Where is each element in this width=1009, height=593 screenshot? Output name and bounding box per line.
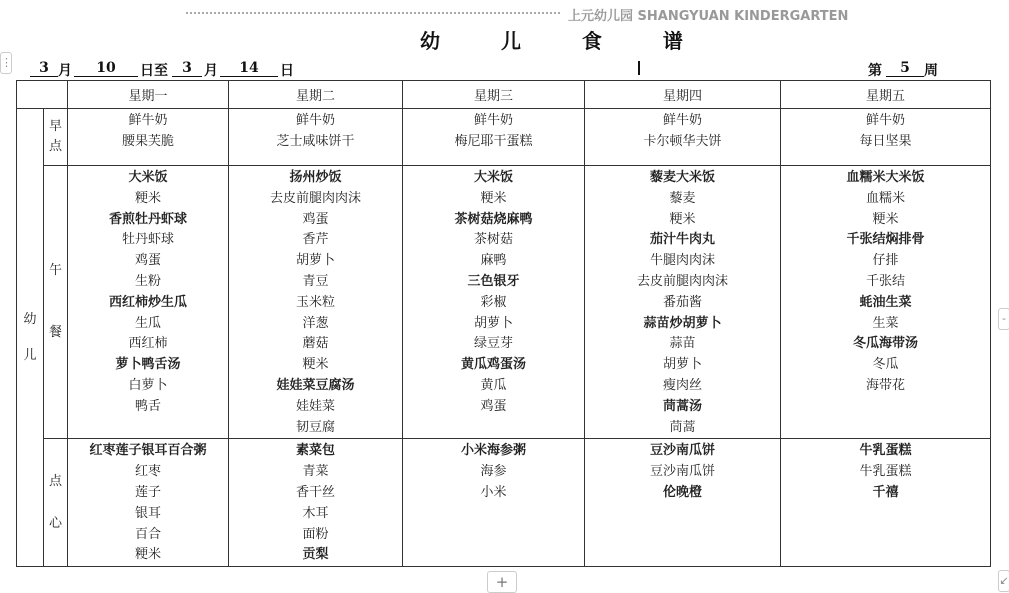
dish-name: 娃娃菜豆腐汤 xyxy=(276,377,355,393)
ingredient: 牛乳蛋糕 xyxy=(859,464,912,480)
ingredient: 洋葱 xyxy=(302,315,329,331)
school-header: 上元幼儿园 SHANGYUAN KINDERGARTEN xyxy=(568,9,849,24)
ingredient: 粳米 xyxy=(134,547,161,563)
meal-label-lunch xyxy=(44,166,68,439)
dish-name: 蚝油生菜 xyxy=(859,294,912,310)
menu-cell[interactable] xyxy=(585,109,781,166)
ingredient: 茼蒿 xyxy=(669,419,696,435)
ingredient: 黄瓜 xyxy=(480,377,507,393)
month-label: 月 xyxy=(204,63,218,79)
dish-name: 冬瓜海带汤 xyxy=(852,336,918,352)
menu-cell[interactable] xyxy=(229,109,403,166)
ingredient: 腰果芙脆 xyxy=(121,133,174,149)
ingredient: 香芹 xyxy=(302,232,329,248)
dish-name: 茄汁牛肉丸 xyxy=(649,232,715,248)
ingredient: 西红柿 xyxy=(128,336,168,352)
week-suffix: 周 xyxy=(924,63,938,79)
dish-name: 红枣莲子银耳百合粥 xyxy=(89,443,207,459)
ingredient: 百合 xyxy=(134,526,161,542)
ingredient: 芝士咸味饼干 xyxy=(276,133,355,149)
header-row xyxy=(17,81,991,109)
ingredient: 茶树菇 xyxy=(473,232,513,248)
ingredient: 莲子 xyxy=(134,484,161,500)
ingredient: 鸡蛋 xyxy=(134,253,161,269)
ingredient: 粳米 xyxy=(480,190,507,206)
ingredient: 海参 xyxy=(480,464,507,480)
ingredient: 鸡蛋 xyxy=(480,398,507,414)
menu-cell[interactable] xyxy=(585,439,781,567)
ingredient: 仔排 xyxy=(872,253,899,269)
ingredient: 豆沙南瓜饼 xyxy=(649,464,715,480)
dish-name: 黄瓜鸡蛋汤 xyxy=(460,357,526,373)
start-month[interactable]: 3 xyxy=(30,60,58,77)
day-header: 星期三 xyxy=(403,81,585,109)
ingredient: 卡尔顿华夫饼 xyxy=(643,133,722,149)
dish-name: 小米海参粥 xyxy=(460,443,526,459)
dish-name: 藜麦大米饭 xyxy=(649,170,715,185)
ingredient: 胡萝卜 xyxy=(662,357,702,373)
menu-cell[interactable] xyxy=(68,439,229,567)
meal-label-char: 点 xyxy=(48,473,62,489)
dish-name: 大米饭 xyxy=(473,170,513,185)
menu-cell[interactable] xyxy=(781,109,991,166)
ingredient: 冬瓜 xyxy=(872,357,899,373)
ingredient: 生菜 xyxy=(872,315,899,331)
menu-cell[interactable] xyxy=(403,109,585,166)
menu-cell[interactable] xyxy=(229,439,403,567)
ingredient: 粳米 xyxy=(302,357,329,373)
ingredient: 粳米 xyxy=(134,190,161,206)
ingredient: 鲜牛奶 xyxy=(662,113,702,128)
ingredient: 千张结 xyxy=(865,273,905,289)
group-label-char: 幼 xyxy=(23,311,37,327)
dish-name: 蒜苗炒胡萝卜 xyxy=(643,315,722,331)
ingredient: 红枣 xyxy=(134,464,161,480)
dish-name: 素菜包 xyxy=(295,443,335,459)
day-header: 星期二 xyxy=(229,81,403,109)
week-prefix: 第 xyxy=(868,63,882,79)
ingredient: 粳米 xyxy=(669,211,696,227)
menu-cell[interactable] xyxy=(68,166,229,439)
day-header: 星期五 xyxy=(781,81,991,109)
meal-label-breakfast xyxy=(44,109,68,166)
ingredient: 银耳 xyxy=(134,505,161,521)
meal-label-char: 点 xyxy=(48,139,62,154)
ingredient: 娃娃菜 xyxy=(295,398,335,414)
dish-name: 千张结焖排骨 xyxy=(846,232,925,248)
ingredient: 鲜牛奶 xyxy=(473,113,513,128)
ingredient: 生瓜 xyxy=(134,315,161,331)
meal-label-char: 餐 xyxy=(48,325,62,341)
ingredient: 胡萝卜 xyxy=(295,253,335,269)
group-label xyxy=(17,109,44,567)
lunch-row xyxy=(17,166,991,439)
ingredient: 青菜 xyxy=(302,464,329,480)
meal-label-snack xyxy=(44,439,68,567)
ingredient: 玉米粒 xyxy=(295,294,335,310)
ingredient: 白萝卜 xyxy=(128,377,168,393)
ingredient: 蘑菇 xyxy=(302,336,329,352)
dish-name: 萝卜鸭舌汤 xyxy=(115,357,181,373)
menu-cell[interactable] xyxy=(403,439,585,567)
dish-name: 三色银牙 xyxy=(467,273,520,289)
dish-name: 牛乳蛋糕 xyxy=(859,443,912,459)
ingredient: 胡萝卜 xyxy=(473,315,513,331)
ingredient: 番茄酱 xyxy=(662,294,702,310)
ingredient: 鸡蛋 xyxy=(302,211,329,227)
group-label-char: 儿 xyxy=(23,347,37,363)
ingredient: 青豆 xyxy=(302,273,329,289)
ingredient: 鲜牛奶 xyxy=(128,113,168,128)
ingredient: 牡丹虾球 xyxy=(121,232,174,248)
end-day[interactable]: 14 xyxy=(220,60,278,77)
ingredient: 绿豆芽 xyxy=(473,336,513,352)
dish-name: 西红柿炒生瓜 xyxy=(108,294,187,310)
dish-name: 豆沙南瓜饼 xyxy=(649,443,715,459)
day-header: 星期一 xyxy=(68,81,229,109)
dish-name: 伦晚橙 xyxy=(662,484,702,500)
corner-cell xyxy=(17,81,68,109)
date-range xyxy=(16,58,990,80)
dish-name: 香煎牡丹虾球 xyxy=(108,211,187,227)
meal-label-char: 早 xyxy=(48,119,62,134)
dish-name: 血糯米大米饭 xyxy=(846,170,925,185)
ingredient: 藜麦 xyxy=(669,190,696,206)
ingredient: 瘦肉丝 xyxy=(662,377,702,393)
right-edge-handle[interactable]: - xyxy=(998,308,1009,330)
snack-row xyxy=(17,439,991,567)
ingredient: 面粉 xyxy=(302,526,329,542)
ingredient: 鲜牛奶 xyxy=(295,113,335,128)
week-number[interactable]: 5 xyxy=(886,60,924,77)
ingredient: 血糯米 xyxy=(865,190,905,206)
ingredient: 彩椒 xyxy=(480,294,507,310)
page-title: 幼 儿 食 谱 xyxy=(420,29,710,53)
ingredient: 牛腿肉肉沫 xyxy=(649,253,715,269)
dish-name: 扬州炒饭 xyxy=(289,170,342,185)
ingredient: 韧豆腐 xyxy=(295,419,335,435)
corner-handle[interactable]: ↙ xyxy=(998,570,1009,592)
ingredient: 木耳 xyxy=(302,505,329,521)
ingredient: 去皮前腿肉肉沫 xyxy=(269,190,361,206)
ingredient: 海带花 xyxy=(865,377,905,393)
month-label: 月 xyxy=(58,63,72,79)
menu-table xyxy=(16,80,991,567)
meal-label-char: 心 xyxy=(48,515,62,531)
menu-cell[interactable] xyxy=(229,166,403,439)
ingredient: 去皮前腿肉肉沫 xyxy=(636,273,728,289)
ingredient: 小米 xyxy=(480,484,507,500)
header-divider xyxy=(186,12,560,14)
ingredient: 鸭舌 xyxy=(134,398,161,414)
ingredient: 鲜牛奶 xyxy=(865,113,905,128)
dish-name: 贡梨 xyxy=(302,547,329,563)
menu-cell[interactable] xyxy=(403,166,585,439)
menu-cell[interactable] xyxy=(585,166,781,439)
ingredient: 每日坚果 xyxy=(859,133,912,149)
end-month[interactable]: 3 xyxy=(172,60,202,77)
to-label: 日至 xyxy=(140,63,168,79)
ingredient: 粳米 xyxy=(872,211,899,227)
menu-cell[interactable] xyxy=(781,439,991,567)
dish-name: 大米饭 xyxy=(128,170,168,185)
ingredient: 蒜苗 xyxy=(669,336,696,352)
dish-name: 千禧 xyxy=(872,484,899,500)
menu-cell[interactable] xyxy=(68,109,229,166)
start-day[interactable]: 10 xyxy=(74,60,138,77)
menu-cell[interactable] xyxy=(781,166,991,439)
ingredient: 麻鸭 xyxy=(480,253,507,269)
meal-label-char: 午 xyxy=(48,263,62,279)
dish-name: 茼蒿汤 xyxy=(662,398,702,414)
day-label: 日 xyxy=(280,63,294,79)
ingredient: 生粉 xyxy=(134,273,161,289)
ingredient: 梅尼耶干蛋糕 xyxy=(454,133,533,149)
text-cursor xyxy=(638,61,640,75)
day-header: 星期四 xyxy=(585,81,781,109)
left-edge-handle[interactable]: ⋮ xyxy=(0,52,12,74)
dish-name: 茶树菇烧麻鸭 xyxy=(454,211,533,227)
breakfast-row xyxy=(17,109,991,166)
add-row-button[interactable]: + xyxy=(487,571,517,593)
ingredient: 香干丝 xyxy=(295,484,335,500)
